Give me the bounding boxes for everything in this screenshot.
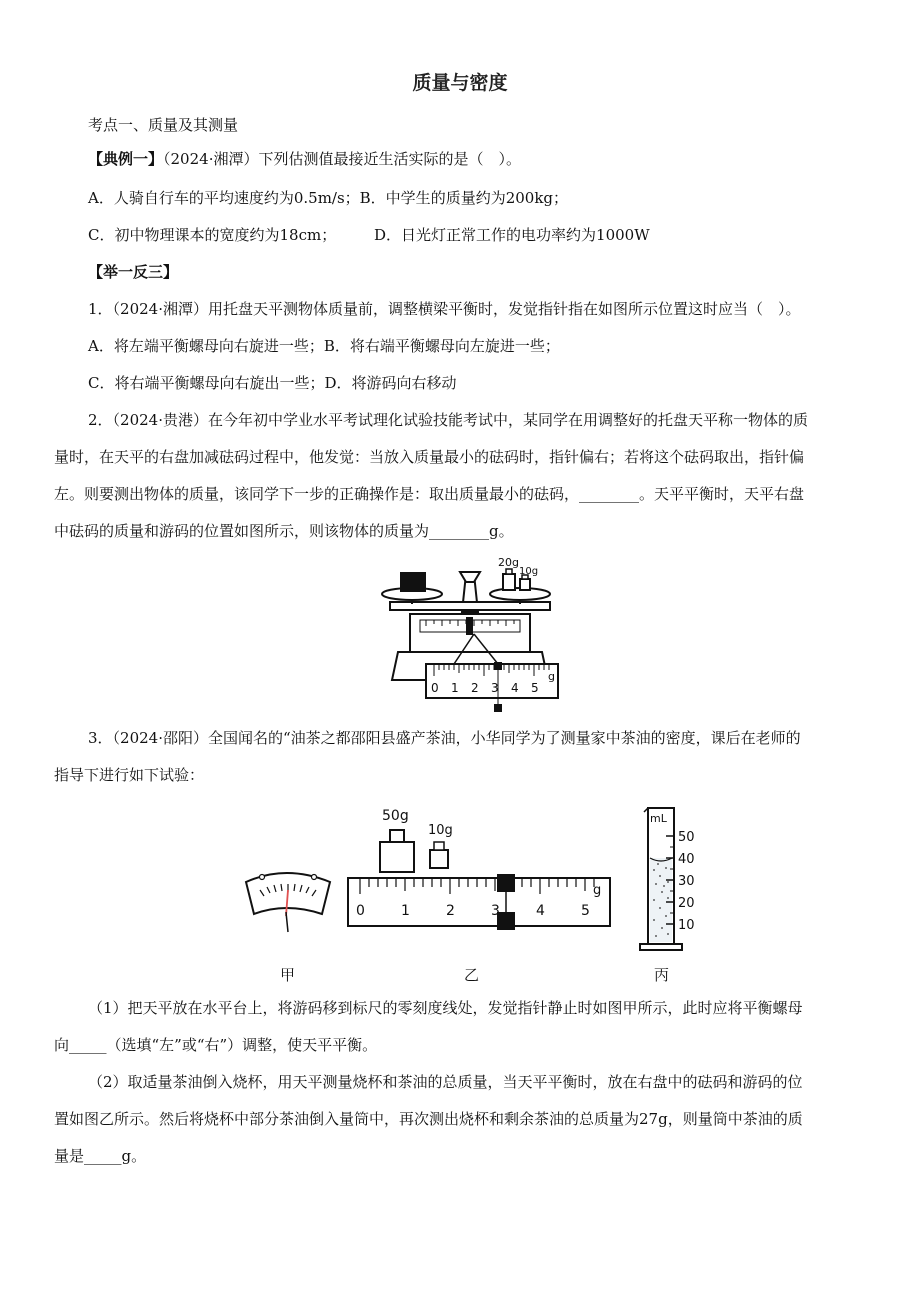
question-2-line-2: 量时，在天平的右盘加减砝码过程中，他发觉：当放入质量最小的砝码时，指针偏右；若将这个砝码取出，指针偏 (54, 448, 805, 466)
cylinder-tick-30: 30 (678, 874, 695, 889)
weight-label-10g-b: 10g (428, 823, 453, 838)
experiment-figure (236, 798, 706, 988)
weight-label-50g: 50g (382, 808, 409, 824)
question-1-options-ab: A．将左端平衡螺母向右旋进一些；B．将右端平衡螺母向左旋进一些； (88, 337, 560, 355)
section-heading: 考点一、质量及其测量 (88, 116, 239, 134)
rider-tick-5: 5 (581, 903, 590, 919)
cylinder-tick-10: 10 (678, 918, 695, 933)
scale-tick-2: 2 (471, 681, 479, 695)
question-2-line-4: 中砝码的质量和游码的位置如图所示，则该物体的质量为________g。 (54, 522, 514, 540)
graduated-cylinder (640, 808, 682, 950)
example-1-option-d: D．日光灯正常工作的电功率约为1000W (374, 226, 650, 244)
cylinder-tick-40: 40 (678, 852, 695, 867)
rider-tick-3: 3 (491, 903, 500, 919)
question-3-part-2-line-1: （2）取适量茶油倒入烧杯，用天平测量烧杯和茶油的总质量，当天平平衡时，放在右盘中的砝码和游码的位 (88, 1073, 803, 1091)
example-1-option-c: C．初中物理课本的宽度约为18cm； (88, 226, 337, 244)
question-3-part-2-line-3: 量是_____g。 (54, 1147, 147, 1165)
caption-yi: 乙 (464, 966, 480, 984)
question-3-line-1: 3．（2024·邵阳）全国闻名的“油茶之都邵阳县盛产茶油，小华同学为了测量家中茶油的密度，课后在老师的 (88, 729, 801, 747)
practice-heading: 【举一反三】 (88, 263, 179, 281)
question-3-part-1-line-1: （1）把天平放在水平台上，将游码移到标尺的零刻度线处，发觉指针静止时如图甲所示，此时应将平衡螺母 (88, 999, 803, 1017)
question-1-options-cd: C．将右端平衡螺母向右旋出一些；D．将游码向右移动 (88, 374, 457, 392)
example-stem-text: （2024·湘潭）下列估测值最接近生活实际的是（ ）。 (163, 150, 521, 168)
rider-tick-0: 0 (356, 903, 365, 919)
question-2-line-3: 左。则要测出物体的质量，该同学下一步的正确操作是：取出质量最小的砝码，________。天平平衡时，天平右盘 (54, 485, 805, 503)
scale-tick-3: 3 (491, 681, 499, 695)
caption-jia: 甲 (280, 966, 296, 984)
rider-tick-1: 1 (401, 903, 410, 919)
caption-bing: 丙 (654, 966, 670, 984)
scale-tick-0: 0 (431, 681, 439, 695)
example-1-options-ab: A．人骑自行车的平均速度约为0.5m/s；B．中学生的质量约为200kg； (88, 189, 569, 207)
rider-unit: g (593, 883, 602, 898)
scale-tick-5: 5 (531, 681, 539, 695)
question-1-stem: 1．（2024·湘潭）用托盘天平测物体质量前，调整横梁平衡时，发觉指针指在如图所示位置这时应当（ ）。 (88, 300, 801, 318)
cylinder-tick-50: 50 (678, 830, 695, 845)
question-2-line-1: 2．（2024·贵港）在今年初中学业水平考试理化试验技能考试中，某同学在用调整好的托盘天平称一物体的质 (88, 411, 808, 429)
scale-tick-4: 4 (511, 681, 519, 695)
example-1-stem (88, 149, 521, 169)
pointer-dial (246, 873, 330, 932)
scale-unit: g (548, 670, 555, 683)
cylinder-tick-20: 20 (678, 896, 695, 911)
question-3-part-2-line-2: 置如图乙所示。然后将烧杯中部分茶油倒入量筒中，再次测出烧杯和剩余茶油的总质量为27g，则量筒中茶油的质 (54, 1110, 803, 1128)
weight-label-20g: 20g (498, 556, 519, 569)
question-3-line-2: 指导下进行如下试验： (54, 766, 205, 784)
rider-scale (348, 874, 610, 930)
page-title: 质量与密度 (412, 72, 508, 94)
cylinder-unit: mL (650, 812, 667, 825)
rider-tick-4: 4 (536, 903, 545, 919)
rider-tick-2: 2 (446, 903, 455, 919)
scale-tick-1: 1 (451, 681, 459, 695)
question-3-part-1-line-2: 向_____（选填“左”或“右”）调整，使天平平衡。 (54, 1036, 378, 1054)
example-label: 【典例一】 (88, 150, 164, 168)
balance-figure (370, 552, 570, 720)
weight-label-10g: 10g (519, 566, 539, 577)
